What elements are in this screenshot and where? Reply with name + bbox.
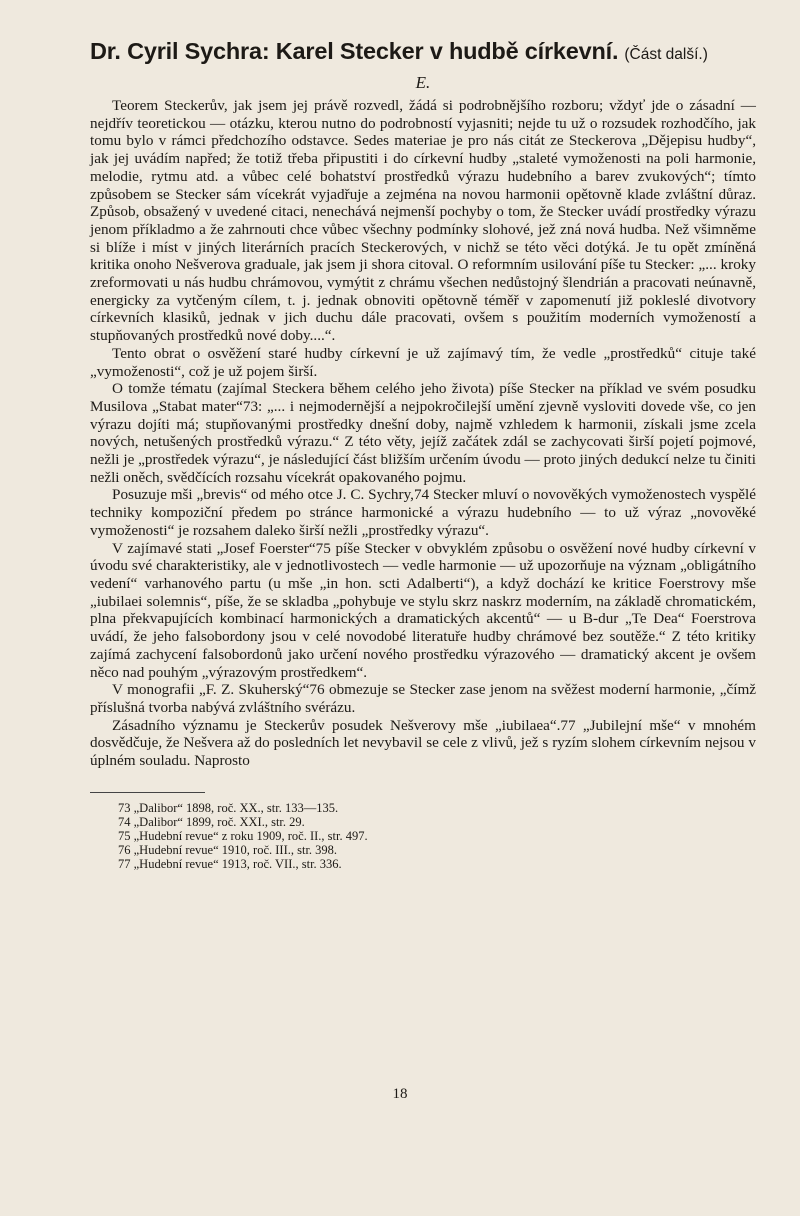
footnote: 73 „Dalibor“ 1898, roč. XX., str. 133—135.: [118, 800, 339, 815]
section-letter: E.: [415, 73, 431, 92]
paragraph: Teorem Steckerův, jak jsem jej právě rozvedl, žádá si podrobnějšího rozboru; vždyť jde o zásadní — nejdřív teoretickou — otázku, kterou nutno do podrobností vyjasniti; nejde tu už o rozsudek rozhodčího, jak tomu bylo v rámci předchozího odstavce. Sedes materiae je pro nás citát ze Steckerova „Dějepisu hudby“, jak jej uvádím napřed; že totiž třeba připustiti i do církevní hudby „staleté vymoženosti na poli harmonie, melodie, rytmu atd. a vůbec celé bohatství prostředků výrazu hudebního a barev zvukových“; tímto způsobem se Stecker sám vícekrát vyjadřuje a zejména na novou harmonii opětovně klade zvláštní důraz. Způsob, obsažený v uvedené citaci, nenechává nejmenší pochyby o tom, že Stecker uvádí prostředky výrazu jenom příkladmo a že zahrnouti chce vůbec všechny podmínky slohové, jež zná nová hudba. Než všimněme si blíže i míst v jiných literárních pracích Steckerových, v nichž se této věci dotýká. Je tu opět zmíněná kritika onoho Nešverova graduale, jak jsem ji shora citoval. O reformním usilování píše tu Stecker: „... kroky zreformovati u nás hudbu chrámovou, vymýtit z chrámu všechen nedůstojný šlendrián a pracovati neúnavně, energicky za vytčeným cílem, t. j. jednak obnoviti opětovně téměř v zapomenutí již pokleslé divotvory církevních klasiků, jednak v jich duchu dále pracovati, ovšem s použitím moderních vymožeností a stupňovaných prostředků nové doby....“.: [90, 97, 756, 345]
footnote-rule: [90, 792, 205, 801]
paragraph: Zásadního významu je Steckerův posudek Nešverovy mše „iubilaea“.77 „Jubilejní mše“ v mnohém dosvědčuje, že Nešvera až do posledních let nevybavil se cele z vlivů, jež s ryzím slohem církevním nejsou v úplném souladu. Naprosto: [90, 716, 756, 770]
paragraph: V monografii „F. Z. Skuherský“76 obmezuje se Stecker zase jenom na svěžest moderní harmonie, „čímž příslušná tvorba nabývá zvláštního svérázu.: [90, 681, 756, 716]
page-number: 18: [392, 1086, 408, 1102]
paragraph: O tomže tématu (zajímal Steckera během celého jeho života) píše Stecker na příklad ve svém posudku Musilova „Stabat mater“73: „... i nejmodernější a nejpokročilejší umění zjevně vysloviti dovede vše, co jen výrazu dojíti má; stupňovanými prostředky dnešní doby, najmě vzhledem k harmonii, získali jsme zcela nových, netušených prostředků výrazu.“ Z této věty, jejíž začátek zdál se zachycovati širší pojetí pojmové, nežli je „prostředek výrazu“, je následující část bližším určením úvodu — proto jiných dedukcí nelze tu činiti nežli oněch, svědčících rozsahu vícekrát opakovaného pojmu.: [90, 380, 756, 486]
paragraph: Tento obrat o osvěžení staré hudby církevní je už zajímavý tím, že vedle „prostředků“ cituje také „vymoženosti“, což je už pojem širší.: [90, 344, 756, 380]
footnote: 75 „Hudební revue“ z roku 1909, roč. II., str. 497.: [118, 828, 368, 843]
article-heading: [90, 38, 756, 65]
article-title: Dr. Cyril Sychra: Karel Stecker v hudbě církevní.: [90, 38, 619, 64]
footnote: 76 „Hudební revue“ 1910, roč. III., str. 398.: [118, 842, 338, 857]
footnotes: [90, 801, 756, 871]
continuation-note: (Část další.): [624, 46, 708, 63]
paragraph: V zajímavé stati „Josef Foerster“75 píše Stecker v obvyklém způsobu o osvěžení nové hudby církevní v úvodu své charakteristiky, ale v jednotlivostech — vedle harmonie — už upozorňuje na význam „obligátního vedení“ varhanového partu (u mše „in hon. scti Adalberti“), a když dochází ke kritice Foerstrovy mše „iubilaei solemnis“, píše, že se skladba „pohybuje ve stylu skrz naskrz moderním, na základě chromatickém, plna překvapujících kombinací harmonických a dramatických akcentů“ — u B-dur „Te Dea“ Foerstrova uvádí, že jeho falsobordony jsou v celé novodobé literatuře hudby chrámové bez soutěže.“ Z této kritiky zajímá zachycení falsobordonů jako určení nového prostředku výrazového — dramatický akcent je ovšem něco nad pouhým „výrazovým prostředkem“.: [90, 539, 756, 681]
footnote: 77 „Hudební revue“ 1913, roč. VII., str. 336.: [118, 856, 342, 871]
paragraph: Posuzuje mši „brevis“ od mého otce J. C. Sychry,74 Stecker mluví o novověkých vymoženostech vyspělé techniky kompoziční předem po stránce harmonické a výrazu hudebního — to už výraz „novověké vymoženosti“ je rozsahem daleko širší nežli „prostředky výrazu“.: [90, 486, 756, 539]
footnote: 74 „Dalibor“ 1899, roč. XXI., str. 29.: [118, 814, 305, 829]
body-text: [90, 97, 756, 770]
